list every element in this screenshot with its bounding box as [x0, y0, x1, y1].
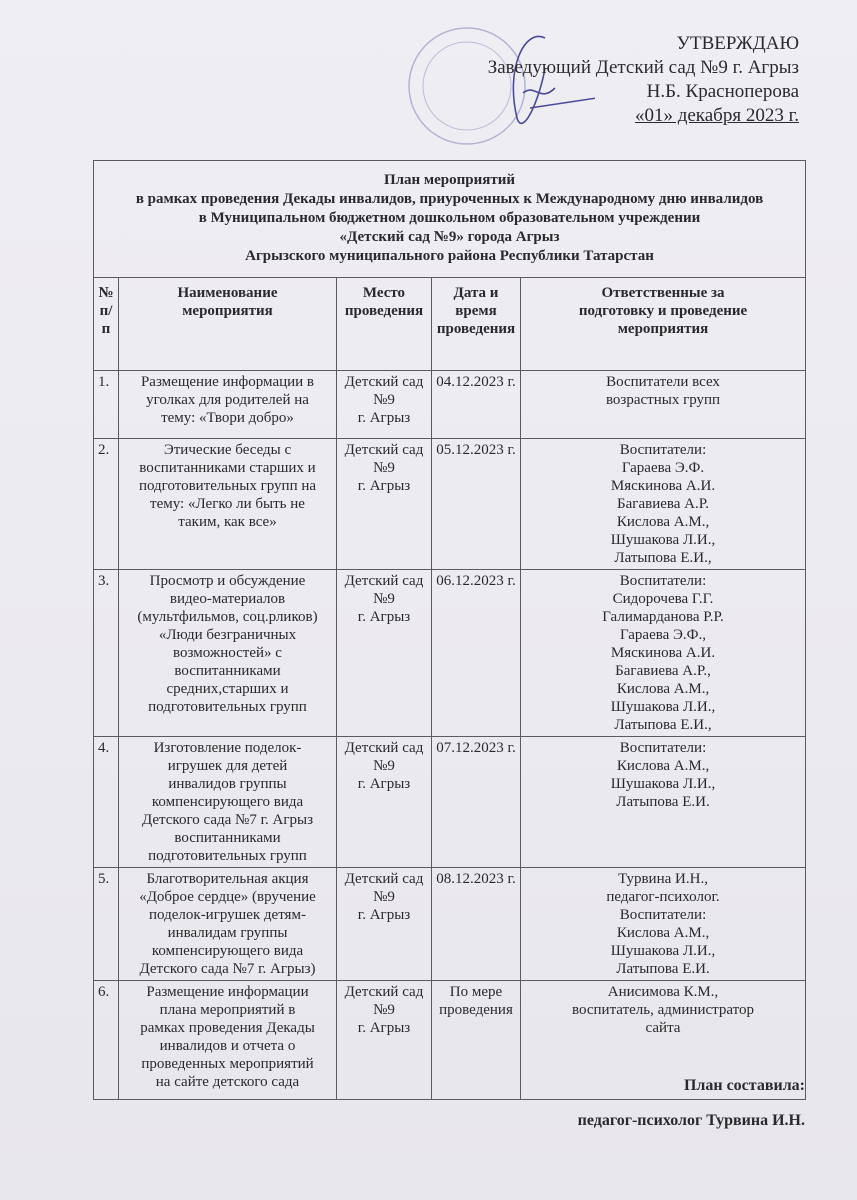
table-header: [94, 278, 806, 371]
approval-name: Н.Б. Красноперова: [646, 81, 799, 102]
cell-responsible: Воспитатели: Гараева Э.Ф. Мяскинова А.И. Багавиева А.Р. Кислова А.М., Шушакова Л.И., Латыпова Е.И.,: [521, 439, 806, 570]
cell-event-name: Благотворительная акция «Доброе сердце» (вручение поделок-игрушек детям- инвалидам группы компенсирующего вида Детского сада №7 г. Агрыз): [119, 868, 337, 981]
cell-number: 6.: [94, 981, 119, 1100]
footer-compiled: План составила:: [683, 1077, 805, 1094]
footer-author: педагог-психолог Турвина И.Н.: [577, 1112, 805, 1129]
column-header-name: Наименование мероприятия: [119, 278, 337, 371]
plan-title: План мероприятий в рамках проведения Декады инвалидов, приуроченных к Международному дню инвалидов в Муниципальном бюджетном дошкольном образовательном учреждении «Детский сад №9» города Агрыз Агрызского муниципального района Республики Татарстан: [94, 161, 806, 278]
cell-event-name: Размещение информации в уголках для родителей на тему: «Твори добро»: [119, 371, 337, 439]
cell-responsible: Анисимова К.М., воспитатель, администратор сайта: [521, 981, 806, 1100]
cell-place: Детский сад №9 г. Агрыз: [337, 868, 432, 981]
table-row: [94, 371, 806, 439]
approval-date: «01» декабря 2023 г.: [634, 105, 799, 126]
approval-block: [488, 32, 799, 128]
cell-date: 08.12.2023 г.: [432, 868, 521, 981]
approval-heading: УТВЕРЖДАЮ: [676, 33, 799, 54]
approval-position: Заведующий Детский сад №9 г. Агрыз: [487, 57, 799, 78]
cell-number: 2.: [94, 439, 119, 570]
cell-event-name: Просмотр и обсуждение видео-материалов (мультфильмов, соц.рликов) «Люди безграничных возможностей» с воспитанниками средних,старших и подготовительных групп: [119, 570, 337, 737]
cell-date: 06.12.2023 г.: [432, 570, 521, 737]
cell-event-name: Размещение информации плана мероприятий в рамках проведения Декады инвалидов и отчета о проведенных мероприятий на сайте детского сада: [119, 981, 337, 1100]
cell-number: 4.: [94, 737, 119, 868]
cell-date: По мере проведения: [432, 981, 521, 1100]
cell-event-name: Изготовление поделок- игрушек для детей инвалидов группы компенсирующего вида Детского сада №7 г. Агрыз воспитанниками подготовительных групп: [119, 737, 337, 868]
cell-date: 07.12.2023 г.: [432, 737, 521, 868]
column-header-number: № п/п: [94, 278, 119, 371]
cell-number: 3.: [94, 570, 119, 737]
cell-place: Детский сад №9 г. Агрыз: [337, 439, 432, 570]
cell-place: Детский сад №9 г. Агрыз: [337, 371, 432, 439]
cell-event-name: Этические беседы с воспитанниками старших и подготовительных групп на тему: «Легко ли быть не таким, как все»: [119, 439, 337, 570]
column-header-place: Место проведения: [337, 278, 432, 371]
table-row: [94, 439, 806, 570]
cell-date: 05.12.2023 г.: [432, 439, 521, 570]
table-row: [94, 868, 806, 981]
column-header-responsible: Ответственные за подготовку и проведение мероприятия: [521, 278, 806, 371]
cell-place: Детский сад №9 г. Агрыз: [337, 737, 432, 868]
events-table: [93, 160, 806, 1100]
cell-place: Детский сад №9 г. Агрыз: [337, 570, 432, 737]
cell-number: 1.: [94, 371, 119, 439]
column-header-date: Дата и время проведения: [432, 278, 521, 371]
table-row: [94, 570, 806, 737]
cell-responsible: Воспитатели: Кислова А.М., Шушакова Л.И., Латыпова Е.И.: [521, 737, 806, 868]
cell-date: 04.12.2023 г.: [432, 371, 521, 439]
cell-number: 5.: [94, 868, 119, 981]
cell-place: Детский сад №9 г. Агрыз: [337, 981, 432, 1100]
cell-responsible: Турвина И.Н., педагог-психолог. Воспитатели: Кислова А.М., Шушакова Л.И., Латыпова Е.И.: [521, 868, 806, 981]
cell-responsible: Воспитатели всех возрастных групп: [521, 371, 806, 439]
cell-responsible: Воспитатели: Сидорочева Г.Г. Галимарданова Р.Р. Гараева Э.Ф., Мяскинова А.И. Багавиева А.Р., Кислова А.М., Шушакова Л.И., Латыпова Е.И.,: [521, 570, 806, 737]
table-row: [94, 737, 806, 868]
